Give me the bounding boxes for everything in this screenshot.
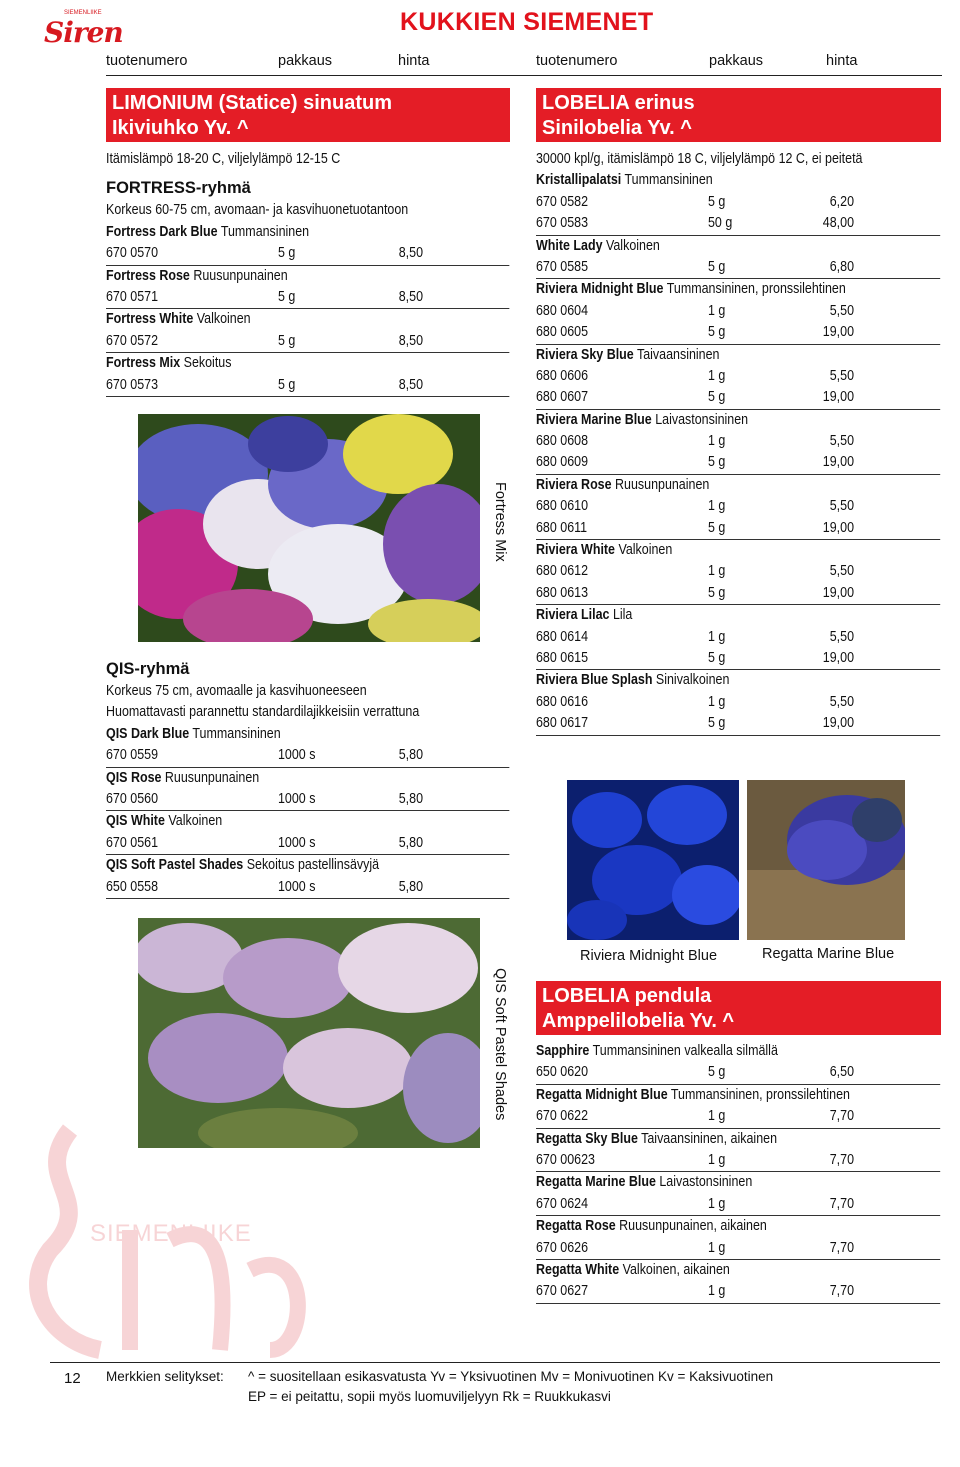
product-name-row: Regatta Rose Ruusunpunainen, aikainen (536, 1218, 767, 1235)
product-price-row: 680 0604 1 g 5,50 (536, 302, 855, 319)
product-price-row: 670 0583 50 g 48,00 (536, 213, 940, 235)
product-name-row: Riviera White Valkoinen (536, 542, 673, 559)
product-name-row: Riviera Sky Blue Taivaansininen (536, 346, 720, 363)
product-price-row: 680 0608 1 g 5,50 (536, 433, 855, 450)
product-name-row: Kristallipalatsi Tummansininen (536, 172, 713, 189)
logo-text: Siren (44, 16, 123, 49)
fortress-mix-caption: Fortress Mix (492, 482, 508, 562)
product-price-row: 680 0613 5 g 19,00 (536, 583, 940, 605)
product-price-row: 670 0573 5 g 8,50 (106, 375, 509, 397)
product-price-row: 680 0606 1 g 5,50 (536, 367, 855, 384)
product-price-row: 670 0572 5 g 8,50 (106, 331, 509, 353)
col-header-code-left: tuotenumero (106, 53, 188, 69)
header-rule (106, 75, 942, 76)
product-price-row: 670 0559 1000 s 5,80 (106, 745, 509, 767)
fortress-group-title: FORTRESS-ryhmä (106, 179, 251, 198)
qis-group-desc1: Korkeus 75 cm, avomaalle ja kasvihuoneeseen (106, 683, 367, 699)
product-name-row: QIS Dark Blue Tummansininen (106, 725, 281, 742)
limonium-title: LIMONIUM (Statice) sinuatum (112, 92, 393, 114)
product-price-row: 680 0617 5 g 19,00 (536, 713, 940, 735)
product-name-row: Riviera Rose Ruusunpunainen (536, 476, 710, 493)
regatta-marine-blue-caption: Regatta Marine Blue (762, 946, 895, 962)
product-name-row: Riviera Lilac Lila (536, 607, 633, 624)
product-price-row: 680 0614 1 g 5,50 (536, 628, 855, 645)
legend-title: Merkkien selitykset: (106, 1369, 224, 1384)
product-price-row: 680 0609 5 g 19,00 (536, 452, 940, 474)
product-name-row: Riviera Midnight Blue Tummansininen, pronssilehtinen (536, 281, 846, 298)
product-name-row: Regatta Midnight Blue Tummansininen, pronssilehtinen (536, 1086, 850, 1103)
legend-line-2: EP = ei peitattu, sopii myös luomuviljelyyn Rk = Ruukkukasvi (248, 1389, 611, 1404)
product-price-row: 680 0610 1 g 5,50 (536, 498, 855, 515)
product-name-row: QIS Rose Ruusunpunainen (106, 769, 260, 786)
qis-group-title: QIS-ryhmä (106, 660, 190, 678)
riviera-midnight-blue-photo (567, 780, 739, 940)
limonium-subtitle: Ikiviuhko Yv. ^ (112, 117, 249, 139)
product-name-row: White Lady Valkoinen (536, 237, 660, 254)
limonium-heading (106, 88, 510, 142)
limonium-fortress-section (106, 149, 510, 397)
qis-soft-pastel-photo (138, 918, 480, 1148)
regatta-marine-blue-photo (747, 780, 905, 940)
product-price-row: 680 0611 5 g 19,00 (536, 518, 940, 540)
product-name-row: Sapphire Tummansininen valkealla silmällä (536, 1043, 778, 1059)
lobelia-erinus-heading (536, 88, 941, 142)
siren-watermark (10, 1120, 310, 1360)
lobelia-pendula-title: LOBELIA pendula (542, 985, 712, 1007)
watermark-text: SIEMENLIIKE (90, 1220, 252, 1247)
product-name-row: QIS Soft Pastel Shades Sekoitus pastellinsävyjä (106, 857, 380, 874)
col-header-code-right: tuotenumero (536, 53, 618, 69)
lobelia-pendula-list (536, 1041, 941, 1304)
product-price-row: 670 0622 1 g 7,70 (536, 1106, 940, 1128)
product-name-row: Riviera Marine Blue Laivastonsininen (536, 411, 749, 428)
product-price-row: 670 0570 5 g 8,50 (106, 243, 509, 265)
product-price-row: 670 0585 5 g 6,80 (536, 257, 940, 279)
lobelia-pendula-subtitle: Amppelilobelia Yv. ^ (542, 1010, 735, 1032)
col-header-price-left: hinta (398, 53, 430, 69)
product-price-row: 670 0560 1000 s 5,80 (106, 789, 509, 811)
product-name-row: Riviera Blue Splash Sinivalkoinen (536, 672, 730, 689)
lobelia-erinus-list (536, 149, 941, 736)
col-header-pack-left: pakkaus (278, 53, 333, 69)
product-price-row: 670 00623 1 g 7,70 (536, 1150, 940, 1172)
product-name-row: Fortress Mix Sekoitus (106, 355, 232, 372)
product-price-row: 670 0627 1 g 7,70 (536, 1281, 940, 1303)
col-header-price-right: hinta (826, 53, 858, 69)
lobelia-erinus-intro: 30000 kpl/g, itämislämpö 18 C, viljelylämpö 12 C, ei peitetä (536, 151, 863, 167)
product-price-row: 680 0607 5 g 19,00 (536, 387, 940, 409)
product-price-row: 650 0620 5 g 6,50 (536, 1062, 940, 1084)
product-name-row: Regatta Sky Blue Taivaansininen, aikainen (536, 1130, 778, 1147)
qis-group-desc2: Huomattavasti parannettu standardilajikkeisiin verrattuna (106, 704, 420, 721)
product-name-row: Fortress White Valkoinen (106, 311, 251, 328)
product-name-row: Fortress Dark Blue Tummansininen (106, 223, 310, 240)
siren-logo (36, 4, 123, 49)
product-price-row: 670 0561 1000 s 5,80 (106, 833, 509, 855)
product-price-row: 680 0616 1 g 5,50 (536, 693, 855, 710)
lobelia-erinus-subtitle: Sinilobelia Yv. ^ (542, 117, 692, 139)
product-name-row: Regatta White Valkoinen, aikainen (536, 1261, 730, 1278)
product-price-row: 670 0626 1 g 7,70 (536, 1238, 940, 1260)
riviera-midnight-blue-caption: Riviera Midnight Blue (580, 948, 718, 964)
product-price-row: 670 0582 5 g 6,20 (536, 193, 855, 210)
product-name-row: QIS White Valkoinen (106, 813, 223, 830)
legend-line-1: ^ = suositellaan esikasvatusta Yv = Yksivuotinen Mv = Monivuotinen Kv = Kaksivuotinen (248, 1369, 774, 1384)
limonium-qis-section (106, 657, 510, 899)
fortress-group-desc: Korkeus 60-75 cm, avomaan- ja kasvihuonetuotantoon (106, 202, 409, 219)
product-price-row: 680 0605 5 g 19,00 (536, 322, 940, 344)
product-name-row: Regatta Marine Blue Laivastonsininen (536, 1174, 753, 1191)
lobelia-erinus-title: LOBELIA erinus (542, 92, 695, 114)
product-price-row: 680 0615 5 g 19,00 (536, 648, 940, 670)
product-price-row: 680 0612 1 g 5,50 (536, 563, 855, 580)
footer-rule (50, 1362, 940, 1363)
page-title: KUKKIEN SIEMENET (400, 8, 654, 36)
lobelia-pendula-heading (536, 981, 941, 1035)
logo-small-text: SIEMENLIIKE (64, 10, 102, 16)
product-price-row: 670 0571 5 g 8,50 (106, 287, 509, 309)
fortress-mix-photo (138, 414, 480, 642)
page-number: 12 (64, 1370, 81, 1387)
product-price-row: 650 0558 1000 s 5,80 (106, 877, 509, 899)
col-header-pack-right: pakkaus (709, 53, 764, 69)
product-name-row: Fortress Rose Ruusunpunainen (106, 267, 288, 284)
product-price-row: 670 0624 1 g 7,70 (536, 1194, 940, 1216)
qis-soft-pastel-caption: QIS Soft Pastel Shades (492, 968, 508, 1121)
limonium-intro: Itämislämpö 18-20 C, viljelylämpö 12-15 C (106, 151, 341, 167)
